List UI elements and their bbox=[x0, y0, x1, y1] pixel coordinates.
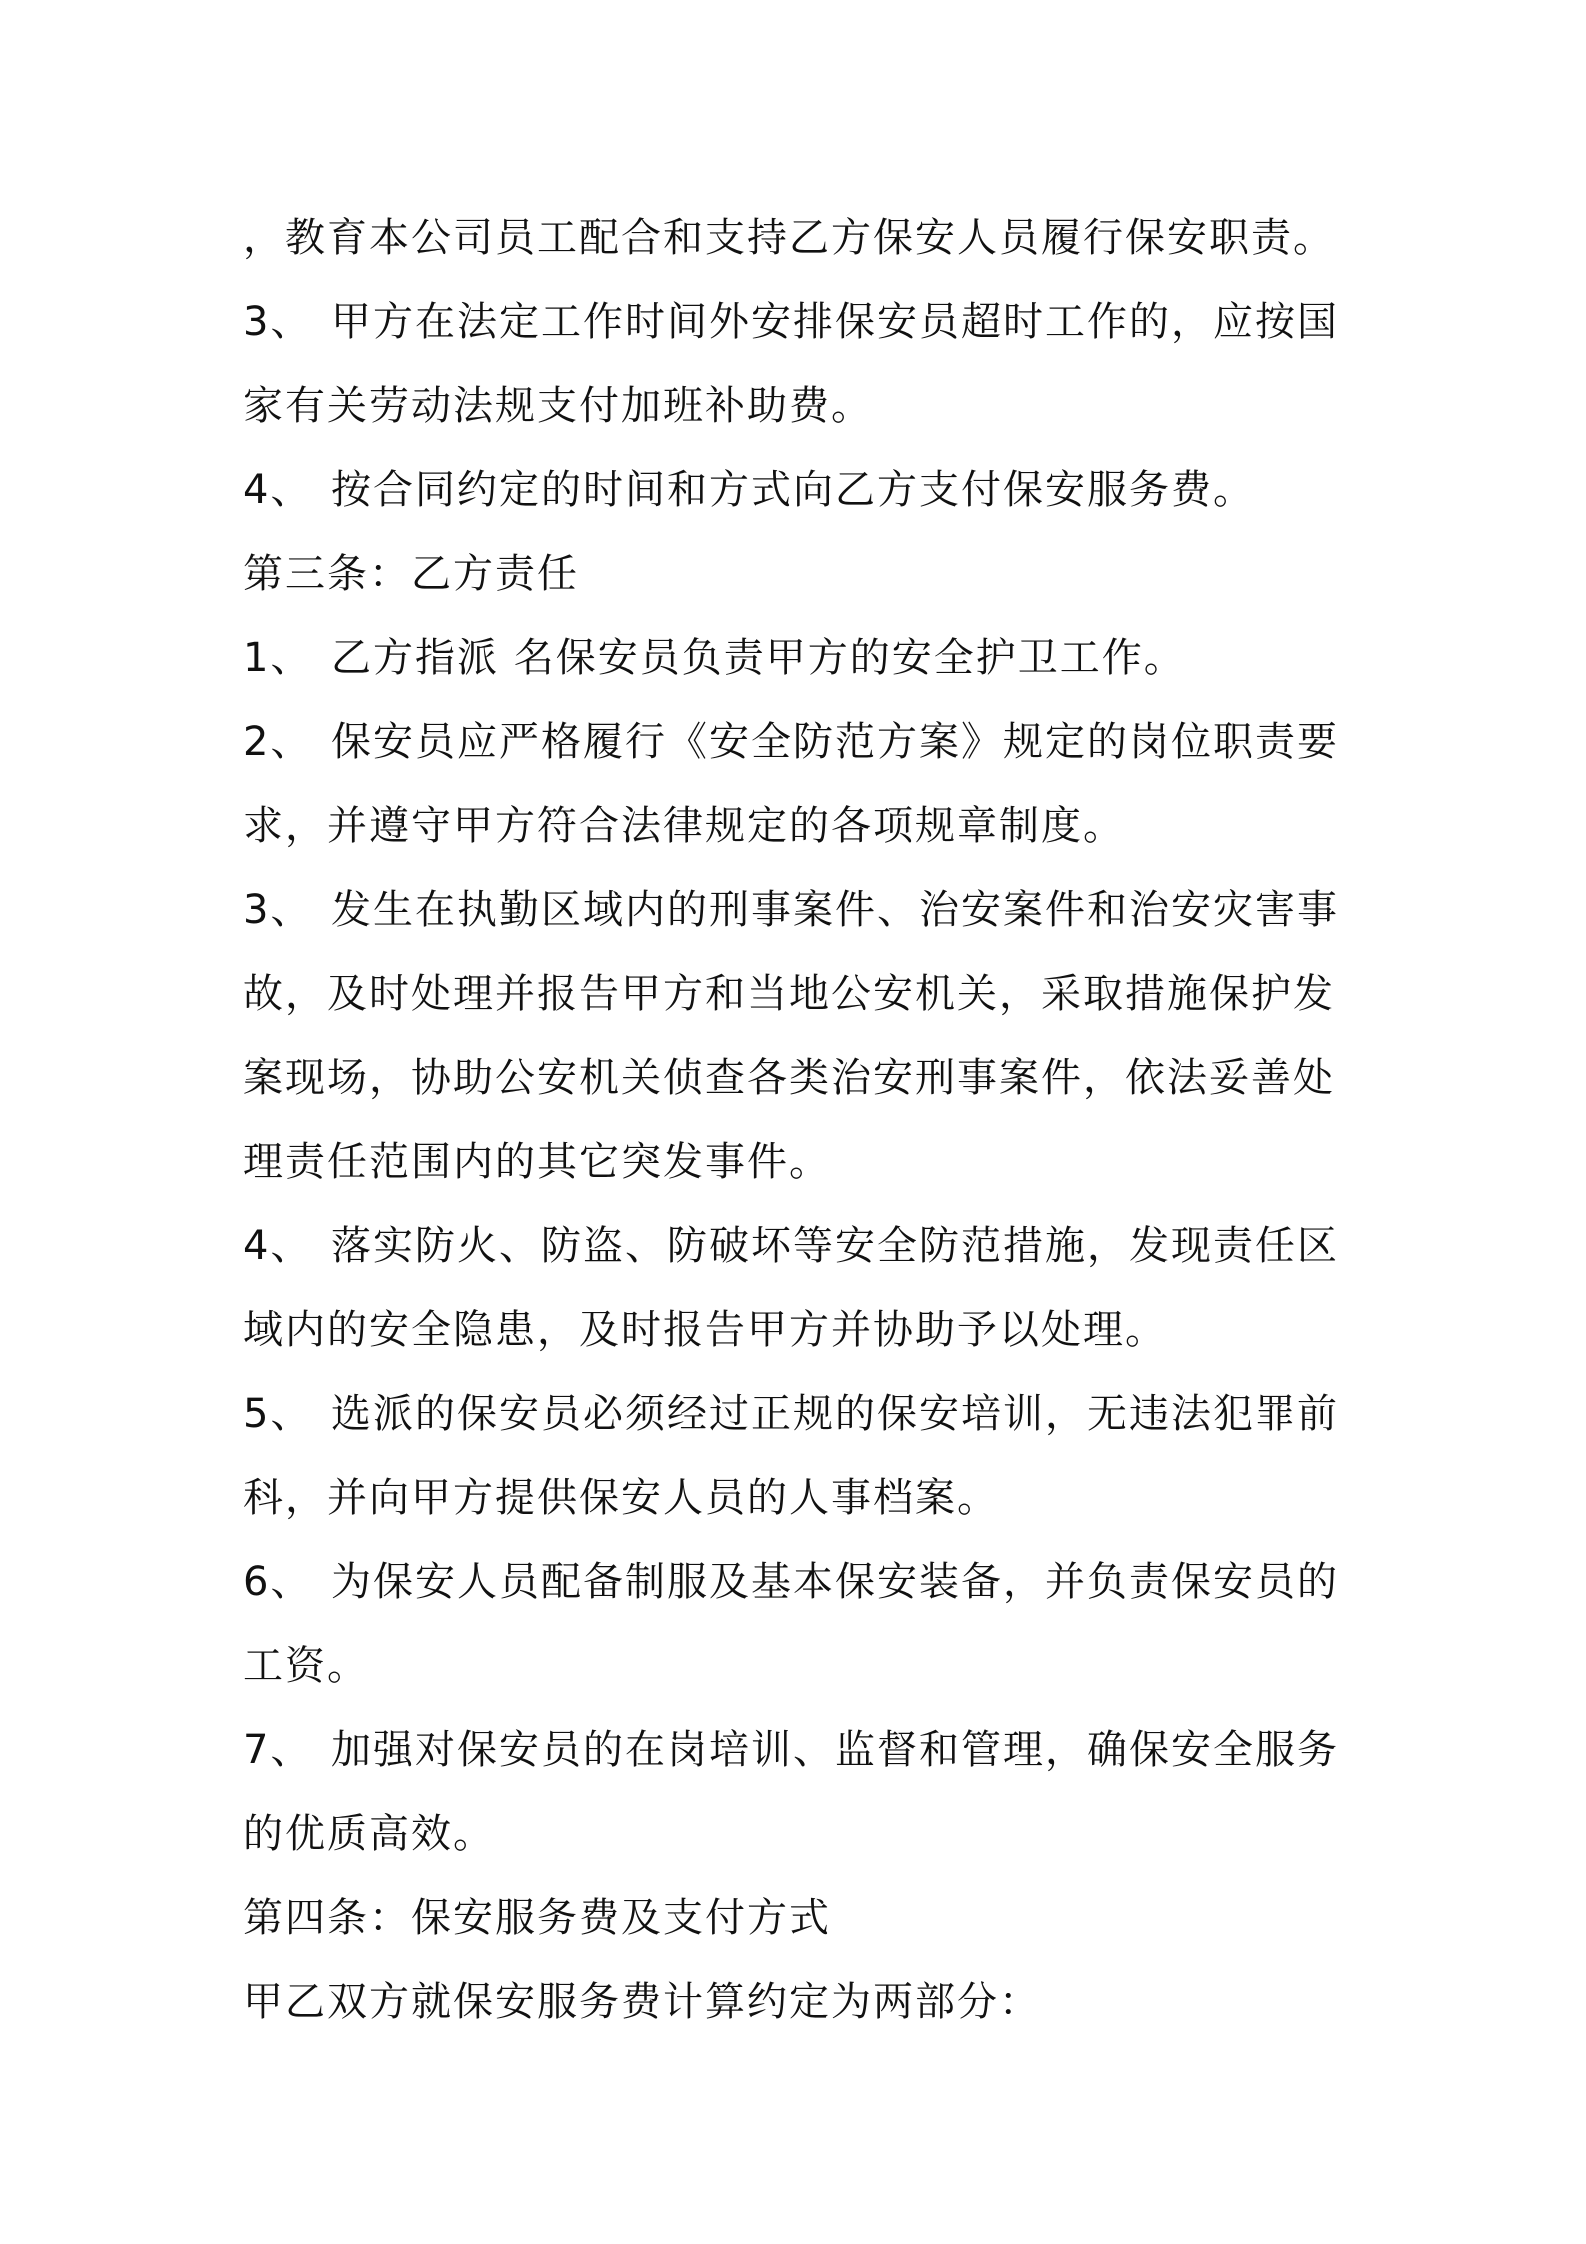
line-text: 按合同约定的时间和方式向乙方支付保安服务费。 bbox=[331, 467, 1255, 513]
item-number: 2、 bbox=[243, 719, 313, 765]
line-text: 落实防火、防盗、防破坏等安全防范措施，发现责任区 bbox=[331, 1223, 1339, 1269]
list-item bbox=[243, 1708, 1358, 1792]
line-text: 的优质高效。 bbox=[243, 1811, 495, 1857]
text-line bbox=[243, 1960, 1358, 2044]
text-line bbox=[243, 952, 1358, 1036]
list-item bbox=[243, 616, 1358, 700]
line-text: 故，及时处理并报告甲方和当地公安机关，采取措施保护发 bbox=[243, 971, 1335, 1017]
item-number: 4、 bbox=[243, 1223, 313, 1269]
line-text: 案现场，协助公安机关侦查各类治安刑事案件，依法妥善处 bbox=[243, 1055, 1335, 1101]
line-text: 乙方指派 名保安员负责甲方的安全护卫工作。 bbox=[331, 635, 1186, 681]
text-line bbox=[243, 784, 1358, 868]
item-number: 1、 bbox=[243, 635, 313, 681]
line-text: 甲乙双方就保安服务费计算约定为两部分： bbox=[243, 1979, 1041, 2025]
list-item bbox=[243, 280, 1358, 364]
item-number: 5、 bbox=[243, 1391, 313, 1437]
document-body bbox=[243, 196, 1358, 2044]
line-text: ，教育本公司员工配合和支持乙方保安人员履行保安职责。 bbox=[243, 215, 1335, 261]
text-line bbox=[243, 1288, 1358, 1372]
line-text: 求，并遵守甲方符合法律规定的各项规章制度。 bbox=[243, 803, 1125, 849]
item-number: 7、 bbox=[243, 1727, 313, 1773]
list-item bbox=[243, 448, 1358, 532]
heading-text: 第四条：保安服务费及支付方式 bbox=[243, 1895, 831, 1941]
line-text: 选派的保安员必须经过正规的保安培训，无违法犯罪前 bbox=[331, 1391, 1339, 1437]
text-line bbox=[243, 1456, 1358, 1540]
text-line bbox=[243, 196, 1358, 280]
line-text: 域内的安全隐患，及时报告甲方并协助予以处理。 bbox=[243, 1307, 1167, 1353]
line-text: 加强对保安员的在岗培训、监督和管理，确保安全服务 bbox=[331, 1727, 1339, 1773]
heading-text: 第三条：乙方责任 bbox=[243, 551, 579, 597]
list-item bbox=[243, 868, 1358, 952]
text-line bbox=[243, 1624, 1358, 1708]
line-text: 工资。 bbox=[243, 1643, 369, 1689]
list-item bbox=[243, 1540, 1358, 1624]
item-number: 3、 bbox=[243, 887, 313, 933]
line-text: 为保安人员配备制服及基本保安装备，并负责保安员的 bbox=[331, 1559, 1339, 1605]
line-text: 保安员应严格履行《安全防范方案》规定的岗位职责要 bbox=[331, 719, 1339, 765]
line-text: 家有关劳动法规支付加班补助费。 bbox=[243, 383, 873, 429]
line-text: 理责任范围内的其它突发事件。 bbox=[243, 1139, 831, 1185]
line-text: 科，并向甲方提供保安人员的人事档案。 bbox=[243, 1475, 999, 1521]
list-item bbox=[243, 700, 1358, 784]
text-line bbox=[243, 1792, 1358, 1876]
item-number: 3、 bbox=[243, 299, 313, 345]
line-text: 发生在执勤区域内的刑事案件、治安案件和治安灾害事 bbox=[331, 887, 1339, 933]
line-text: 甲方在法定工作时间外安排保安员超时工作的，应按国 bbox=[331, 299, 1339, 345]
text-line bbox=[243, 1036, 1358, 1120]
section-heading bbox=[243, 1876, 1358, 1960]
list-item bbox=[243, 1204, 1358, 1288]
text-line bbox=[243, 1120, 1358, 1204]
item-number: 4、 bbox=[243, 467, 313, 513]
section-heading bbox=[243, 532, 1358, 616]
item-number: 6、 bbox=[243, 1559, 313, 1605]
text-line bbox=[243, 364, 1358, 448]
list-item bbox=[243, 1372, 1358, 1456]
